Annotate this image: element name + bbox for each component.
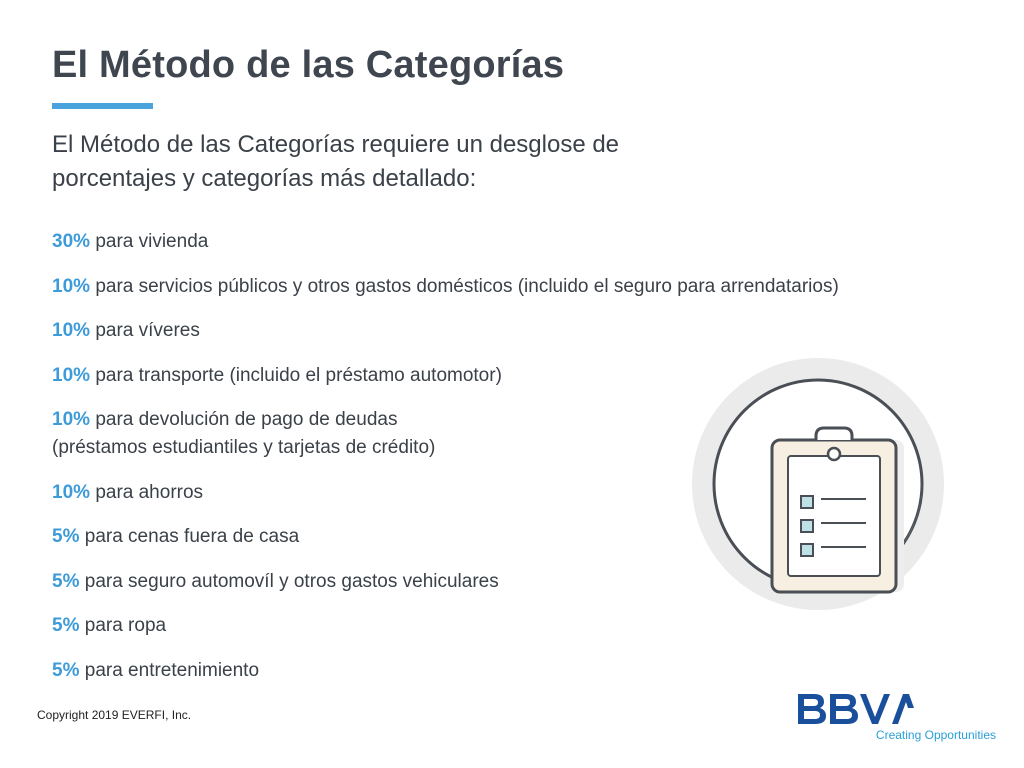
category-text: para ahorros — [95, 481, 204, 503]
subtitle: El Método de las Categorías requiere un desglose de porcentajes y categorías más detallado: — [52, 131, 620, 192]
percentage: 5% — [52, 570, 80, 592]
list-item — [52, 228, 952, 256]
category-text: para entretenimiento — [84, 659, 260, 681]
category-text-detail: (préstamos estudiantiles y tarjetas de crédito) — [52, 437, 436, 458]
clipboard-illustration — [690, 356, 946, 612]
title-underline — [52, 103, 153, 109]
bbva-logo — [796, 690, 996, 746]
percentage: 5% — [52, 659, 80, 681]
copyright-notice: Copyright 2019 EVERFI, Inc. — [37, 708, 192, 722]
page-title: El Método de las Categorías — [52, 44, 565, 86]
list-item — [52, 657, 952, 685]
category-text: para servicios públicos y otros gastos domésticos (incluido el seguro para arrendatarios) — [95, 275, 839, 297]
list-item — [52, 612, 952, 640]
category-text: para devolución de pago de deudas — [95, 409, 398, 430]
list-item — [52, 317, 952, 345]
category-text: para seguro automovíl y otros gastos vehiculares — [84, 570, 499, 592]
percentage: 30% — [52, 231, 91, 252]
category-text: para cenas fuera de casa — [84, 526, 300, 547]
percentage: 10% — [52, 481, 91, 503]
percentage: 10% — [52, 409, 91, 430]
percentage: 10% — [52, 364, 91, 386]
bbva-logo-mark — [796, 690, 916, 726]
category-text: para ropa — [84, 615, 167, 636]
percentage: 5% — [52, 526, 80, 547]
brand-tagline: Creating Opportunities — [875, 728, 996, 742]
category-text: para vivienda — [95, 231, 209, 252]
clipboard-checklist-icon — [690, 356, 946, 612]
percentage: 5% — [52, 615, 80, 636]
list-item — [52, 273, 952, 301]
percentage: 10% — [52, 275, 91, 297]
category-text: para transporte (incluido el préstamo automotor) — [95, 364, 502, 386]
category-text: para víveres — [95, 320, 200, 341]
percentage: 10% — [52, 320, 91, 341]
